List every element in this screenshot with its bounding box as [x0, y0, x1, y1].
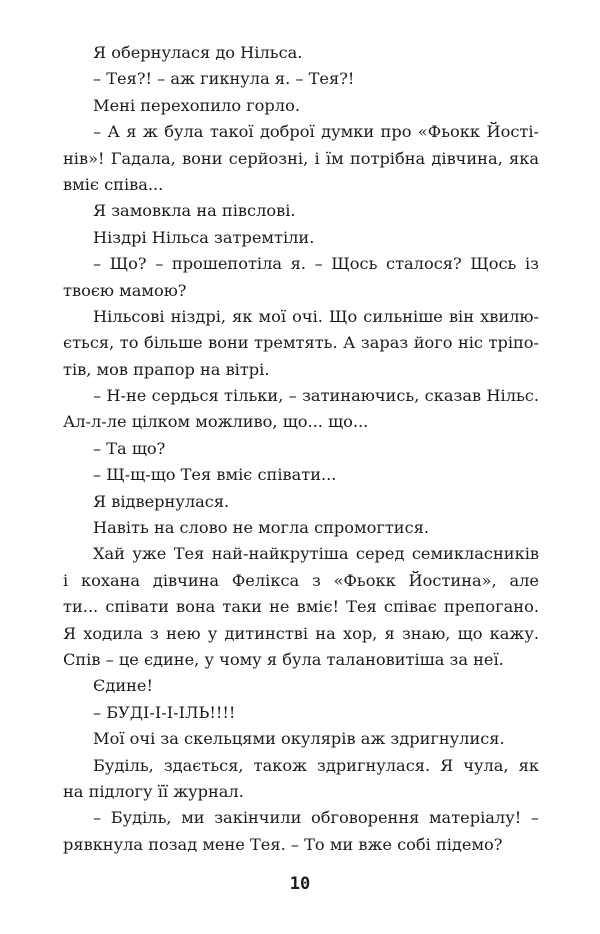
text-line: Спів – це єдине, у чому я була талановитіша за неї. — [63, 649, 504, 669]
text-line: нів»! Гадала, вони серйозні, і їм потрібна дівчина, яка — [63, 148, 539, 168]
text-line: – А я ж була такої доброї думки про «Фьокк Йості- — [93, 122, 539, 142]
text-line: – Н-не сердься тільки, – затинаючись, сказав Нільс. — [93, 386, 539, 406]
text-line: Нільсові ніздрі, як мої очі. Що сильніше він хвилю- — [93, 306, 539, 326]
text-line: Єдине! — [93, 676, 154, 696]
text-line: Мої очі за скельцями окулярів аж здригнулися. — [93, 729, 505, 749]
text-line: – Буділь, ми закінчили обговорення матеріалу! – — [93, 808, 539, 828]
text-line: Мені перехопило горло. — [93, 95, 300, 115]
text-line: – Що? – прошепотіла я. – Щось сталося? Щось із — [93, 254, 539, 274]
text-line: – Та що? — [93, 438, 166, 458]
text-line: – Тея?! – аж гикнула я. – Тея?! — [93, 69, 355, 89]
text-line: Буділь, здається, також здригнулася. Я чула, як — [93, 755, 539, 775]
text-line: Ніздрі Нільса затремтіли. — [93, 227, 315, 247]
page-number: 10 — [289, 874, 311, 894]
text-line: вміє співа... — [63, 174, 164, 194]
text-line: ється, то більше вони тремтять. А зараз його ніс тріпо- — [63, 333, 539, 353]
text-line: Ал-л-ле цілком можливо, що... що... — [63, 412, 369, 432]
text-line: – Щ-щ-що Тея вміє співати... — [93, 465, 337, 485]
text-line: тів, мов прапор на вітрі. — [63, 359, 270, 379]
text-line: Я ходила з нею у дитинстві на хор, я знаю, що кажу. — [63, 623, 539, 643]
body-text — [63, 40, 539, 858]
text-line: – БУДІ-І-І-ІЛЬ!!!! — [93, 702, 236, 722]
text-line: Я відвернулася. — [93, 491, 230, 511]
text-line: на підлогу її журнал. — [63, 781, 244, 801]
text-line: Хай уже Тея най-найкрутіша серед семикласників — [93, 544, 539, 564]
text-line: і кохана дівчина Фелікса з «Фьокк Йостина», але — [63, 570, 539, 590]
text-line: Навіть на слово не могла спромогтися. — [93, 518, 430, 538]
text-line: рявкнула позад мене Тея. – То ми вже собі підемо? — [63, 834, 503, 854]
text-line: твоєю мамою? — [63, 280, 187, 300]
text-line: Я обернулася до Нільса. — [93, 43, 303, 62]
text-line: Я замовкла на півслові. — [93, 201, 296, 221]
text-line: ти... співати вона таки не вміє! Тея співає препогано. — [63, 597, 539, 617]
